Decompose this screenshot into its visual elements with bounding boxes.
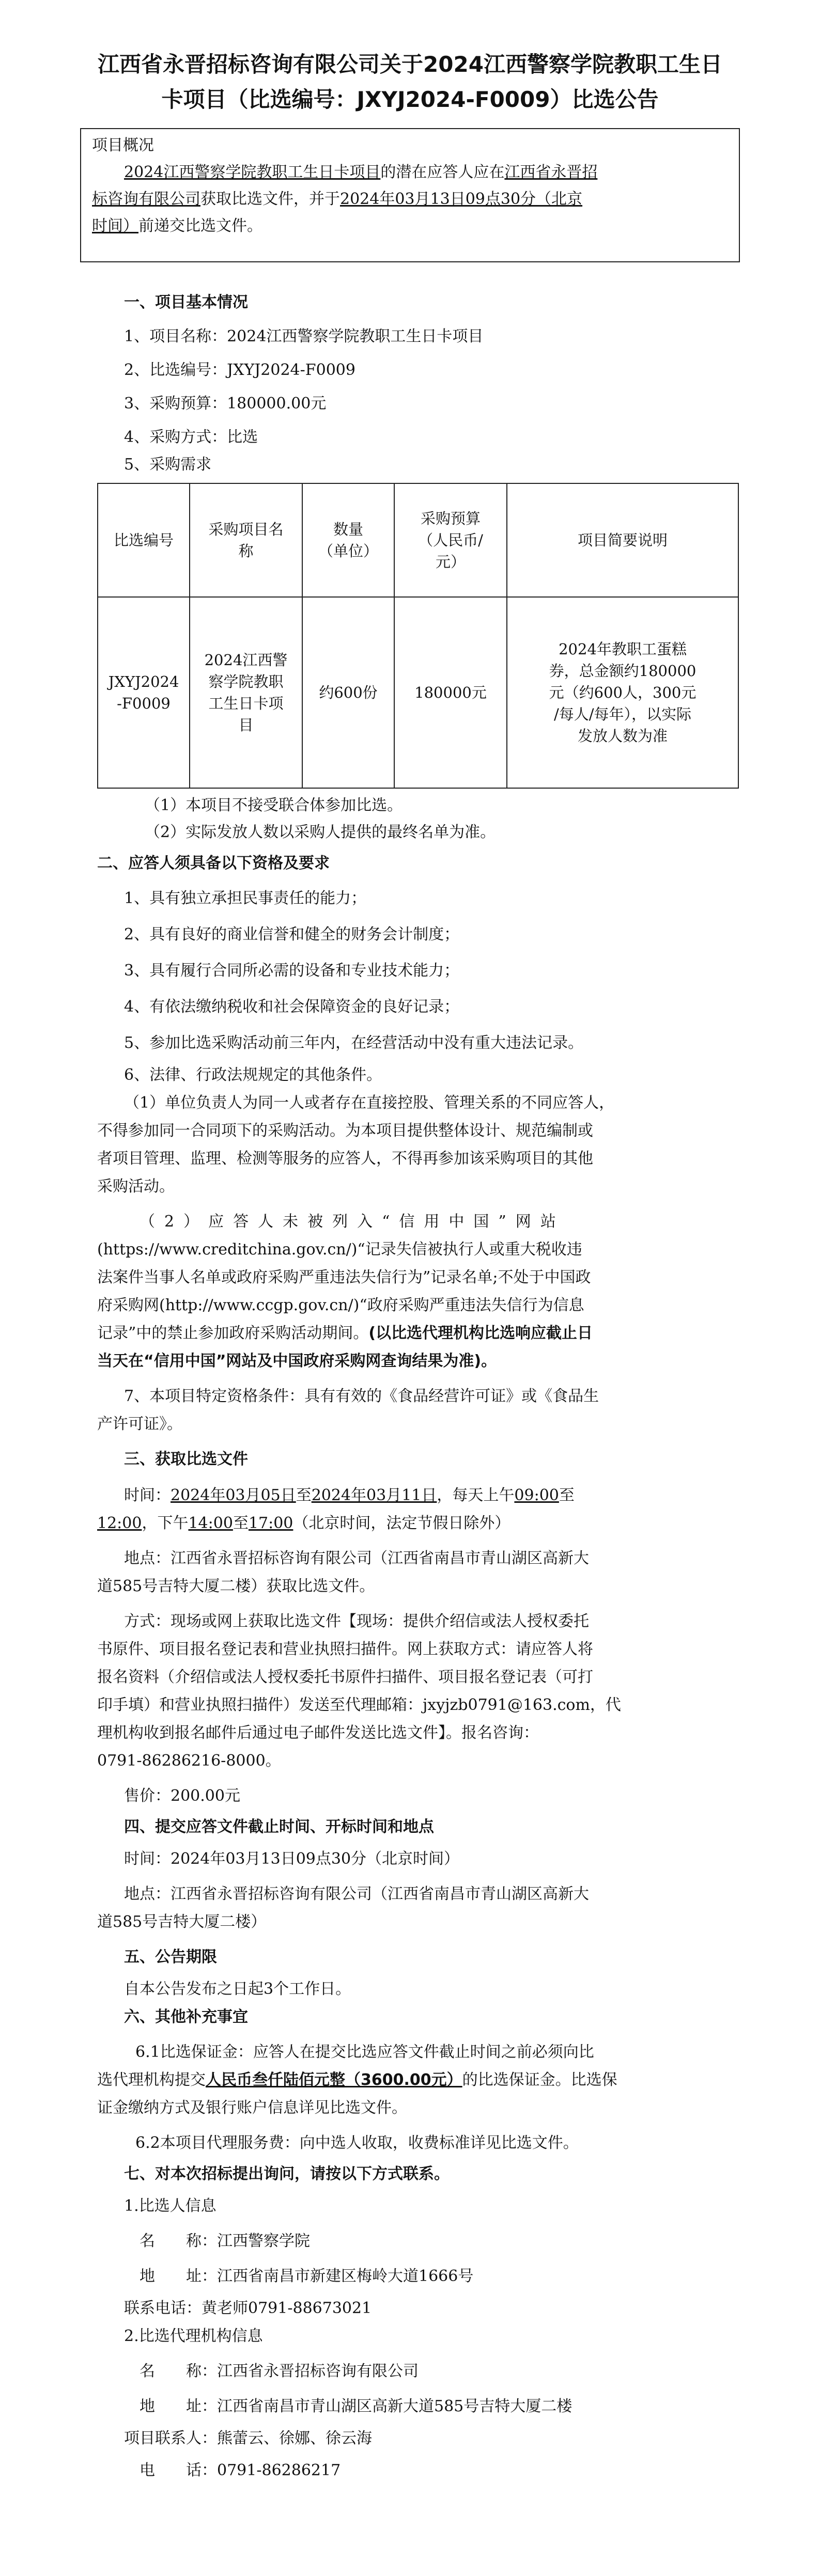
procurement-requirement-item: 5、采购需求: [124, 455, 212, 474]
obtain-place-line: 地点：江西省永晋招标咨询有限公司（江西省南昌市青山湖区高新大: [124, 1549, 589, 1567]
section-5-heading: 五、公告期限: [124, 1948, 217, 1966]
obtain-text: （北京时间，法定节假日除外）: [293, 1514, 510, 1532]
specific-qualification-line: 7、本项目特定资格条件：具有有效的《食品经营许可证》或《食品生: [124, 1387, 599, 1405]
header-project-name: [190, 483, 302, 597]
qualification-item: 1、具有独立承担民事责任的能力；: [124, 889, 367, 907]
procurement-method-item: 4、采购方式：比选: [124, 428, 258, 446]
cell-line: 180000元: [414, 684, 487, 701]
overview-line-3: [92, 216, 262, 237]
overview-agency-cont: 标咨询有限公司: [92, 190, 200, 208]
section-6-heading: 六、其他补充事宜: [124, 2008, 248, 2026]
submission-time: 时间：2024年03月13日09点30分（北京时间）: [124, 1850, 460, 1868]
cell-line: 2024江西警: [204, 651, 288, 669]
qualification-item: 6、法律、行政法规规定的其他条件。: [124, 1066, 382, 1084]
submission-place-line: 道585号吉特大厦二楼）: [97, 1913, 267, 1931]
purchaser-name: 名 称：江西警察学院: [140, 2232, 310, 2250]
condition-6-1-line: 者项目管理、监理、检测等服务的应答人，不得再参加该采购项目的其他: [97, 1150, 593, 1168]
header-line: 比选编号: [113, 531, 174, 549]
overview-text: 获取比选文件，并于: [200, 190, 340, 208]
obtain-method-line: 0791-86286216-8000。: [97, 1752, 281, 1770]
obtain-method-line: 方式：现场或网上获取比选文件【现场：提供介绍信或法人授权委托: [124, 1612, 589, 1630]
deposit-text: 的比选保证金。比选保: [462, 2071, 617, 2089]
header-line: 元）: [435, 553, 466, 571]
condition-6-2-line: （2）应答人未被列入“信用中国”网站: [140, 1213, 565, 1231]
cell-quantity: [302, 597, 394, 788]
condition-6-2-line: [97, 1323, 593, 1344]
header-line: （人民币/: [418, 531, 483, 549]
selection-number-item: 2、比选编号：JXYJ2024-F0009: [124, 361, 355, 379]
obtain-time-label: 时间：: [124, 1486, 171, 1504]
afternoon-start-time: 14:00: [188, 1514, 233, 1532]
submission-place-line: 地点：江西省永晋招标咨询有限公司（江西省南昌市青山湖区高新大: [124, 1885, 589, 1903]
agency-contacts: 项目联系人：熊蕾云、徐娜、徐云海: [124, 2429, 372, 2447]
specific-qualification-line: 产许可证》。: [97, 1415, 182, 1433]
obtain-time-line-2: [97, 1513, 510, 1534]
overview-text: 前递交比选文件。: [138, 217, 262, 235]
cell-line: 约600份: [319, 684, 378, 701]
document-price: 售价：200.00元: [124, 1787, 240, 1805]
condition-6-1-line: 不得参加同一合同项下的采购活动。为本项目提供整体设计、规范编制或: [97, 1122, 593, 1140]
qualification-item: 3、具有履行合同所必需的设备和专业技术能力；: [124, 962, 460, 980]
deposit-line: 证金缴纳方式及银行账户信息详见比选文件。: [97, 2099, 407, 2117]
header-line: 采购预算: [420, 510, 481, 527]
cell-line: -F0009: [117, 695, 171, 712]
obtain-text: ，下午: [142, 1514, 189, 1532]
announcement-period: 自本公告发布之日起3个工作日。: [124, 1980, 351, 1998]
condition-6-2-line: 府采购网(http://www.ccgp.gov.cn/)“政府采购严重违法失信行为信息: [97, 1296, 584, 1314]
cell-line: 察学院教职: [208, 673, 284, 690]
credit-check-note: 当天在“信用中国”网站及中国政府采购网查询结果为准)。: [97, 1352, 497, 1370]
morning-start-time: 09:00: [514, 1486, 559, 1504]
agency-phone: 电 话：0791-86286217: [140, 2461, 341, 2479]
overview-project-name: 2024江西警察学院教职工生日卡项目: [124, 163, 381, 181]
overview-line-2: [92, 189, 582, 210]
obtain-method-line: 印手填）和营业执照扫描件）发送至代理邮箱：jxyjzb0791@163.com，代: [97, 1696, 621, 1714]
cell-line: 发放人数为准: [577, 727, 668, 745]
cell-project-name: [190, 597, 302, 788]
cell-line: JXYJ2024: [108, 673, 179, 690]
overview-deadline: 2024年03月13日09点30分（北京: [340, 190, 583, 208]
qualification-item: 4、有依法缴纳税收和社会保障资金的良好记录；: [124, 998, 460, 1016]
overview-text: 的潜在应答人应在: [380, 163, 505, 181]
obtain-method-line: 书原件、项目报名登记表和营业执照扫描件。网上获取方式：请应答人将: [97, 1640, 593, 1658]
condition-6-2-line: (https://www.creditchina.gov.cn/)“记录失信被执行人或重大税收违: [97, 1240, 582, 1259]
purchaser-info-title: 1.比选人信息: [124, 2197, 216, 2215]
obtain-text: 至: [233, 1514, 249, 1532]
agency-name: 名 称：江西省永晋招标咨询有限公司: [140, 2362, 419, 2380]
obtain-text: ，每天上午: [437, 1486, 515, 1504]
overview-heading: 项目概况: [92, 136, 154, 154]
header-line: 数量: [333, 521, 363, 538]
budget-item: 3、采购预算：180000.00元: [124, 395, 327, 413]
cell-line: 元（约600人，300元: [549, 684, 697, 701]
condition-6-2-text: 记录”中的禁止参加政府采购活动期间。: [97, 1324, 369, 1342]
document-title-line-1: 江西省永晋招标咨询有限公司关于2024江西警察学院教职工生日: [98, 52, 722, 77]
obtain-method-line: 报名资料（介绍信或法人授权委托书原件扫描件、项目报名登记表（可打: [97, 1668, 593, 1686]
cell-description: [507, 597, 738, 788]
obtain-time-line-1: [124, 1485, 575, 1506]
header-line: 称: [238, 542, 254, 560]
agency-address: 地 址：江西省南昌市青山湖区高新大道585号吉特大厦二楼: [140, 2397, 573, 2415]
header-line: （单位）: [318, 542, 378, 560]
qualification-item: 5、参加比选采购活动前三年内，在经营活动中没有重大违法记录。: [124, 1034, 584, 1052]
header-budget: [394, 483, 507, 597]
cell-selection-number: [98, 597, 190, 788]
overview-line-1: [124, 162, 597, 183]
deposit-line: 6.1比选保证金：应答人在提交比选应答文件截止时间之前必须向比: [135, 2043, 594, 2061]
note-1: （1）本项目不接受联合体参加比选。: [145, 796, 403, 814]
obtain-text: 至: [296, 1486, 312, 1504]
cell-line: 工生日卡项: [208, 695, 284, 712]
obtain-text: 至: [559, 1486, 575, 1504]
obtain-method-line: 理机构收到报名邮件后通过电子邮件发送比选文件】。报名咨询：: [97, 1724, 539, 1742]
cell-line: 2024年教职工蛋糕: [559, 640, 687, 658]
qualification-item: 2、具有良好的商业信誉和健全的财务会计制度；: [124, 925, 460, 944]
condition-6-1-line: 采购活动。: [97, 1177, 175, 1196]
cell-budget: [394, 597, 507, 788]
header-selection-number: [98, 483, 190, 597]
cell-line: 券，总金额约180000: [549, 662, 697, 680]
purchaser-phone: 联系电话：黄老师0791-88673021: [124, 2299, 372, 2317]
deposit-amount: 人民币叁仟陆佰元整（3600.00元）: [206, 2071, 462, 2089]
note-2: （2）实际发放人数以采购人提供的最终名单为准。: [145, 823, 496, 841]
obtain-start-date: 2024年03月05日: [171, 1486, 296, 1504]
credit-check-note: (以比选代理机构比选响应截止日: [368, 1324, 593, 1342]
morning-end-time: 12:00: [97, 1514, 142, 1532]
header-line: 采购项目名: [208, 521, 284, 538]
section-4-heading: 四、提交应答文件截止时间、开标时间和地点: [124, 1818, 434, 1836]
header-line: 项目简要说明: [577, 531, 668, 549]
table-header-row: [98, 483, 738, 597]
obtain-end-date: 2024年03月11日: [311, 1486, 437, 1504]
header-description: [507, 483, 738, 597]
deposit-line: [97, 2070, 617, 2091]
deposit-text: 选代理机构提交: [97, 2071, 206, 2089]
section-1-heading: 一、项目基本情况: [124, 293, 248, 311]
section-2-heading: 二、应答人须具备以下资格及要求: [97, 854, 330, 872]
overview-deadline-cont: 时间）: [92, 217, 138, 235]
cell-line: /每人/每年），以实际: [553, 705, 692, 723]
header-quantity: [302, 483, 394, 597]
section-3-heading: 三、获取比选文件: [124, 1450, 248, 1468]
purchaser-address: 地 址：江西省南昌市新建区梅岭大道1666号: [140, 2267, 474, 2285]
table-row: [98, 597, 738, 788]
condition-6-2-line: 法案件当事人名单或政府采购严重违法失信行为”记录名单;不处于中国政: [97, 1268, 591, 1286]
agency-fee-line: 6.2本项目代理服务费：向中选人收取，收费标准详见比选文件。: [135, 2134, 579, 2152]
cell-line: 目: [238, 716, 254, 734]
obtain-place-line: 道585号吉特大厦二楼）获取比选文件。: [97, 1577, 375, 1595]
requirements-table: [97, 483, 739, 789]
overview-agency: 江西省永晋招: [504, 163, 598, 181]
document-title-line-2: 卡项目（比选编号：JXYJ2024-F0009）比选公告: [161, 87, 659, 112]
afternoon-end-time: 17:00: [248, 1514, 293, 1532]
agency-info-title: 2.比选代理机构信息: [124, 2327, 263, 2345]
project-name-item: 1、项目名称：2024江西警察学院教职工生日卡项目: [124, 327, 484, 345]
condition-6-1-line: （1）单位负责人为同一人或者存在直接控股、管理关系的不同应答人，: [124, 1094, 615, 1112]
section-7-heading: 七、对本次招标提出询问，请按以下方式联系。: [124, 2165, 450, 2183]
